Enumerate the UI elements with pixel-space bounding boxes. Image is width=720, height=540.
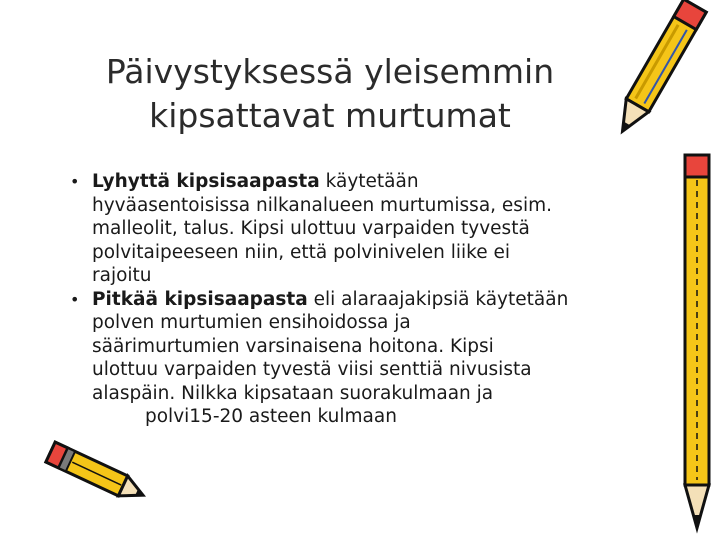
pencil-icon bbox=[675, 150, 720, 540]
bullet-line: säärimurtumien varsinaisena hoitona. Kipsi bbox=[92, 335, 494, 357]
bullet-bold-term: Pitkää kipsisaapasta bbox=[92, 288, 308, 310]
bullet-line: alaspäin. Nilkka kipsataan suorakulmaan ja bbox=[92, 382, 494, 404]
bullet-item bbox=[70, 288, 670, 429]
bullet-line bbox=[92, 288, 670, 312]
bullet-item bbox=[70, 170, 670, 288]
bullet-line: polvi15-20 asteen kulmaan bbox=[145, 406, 397, 427]
pencil-icon bbox=[35, 430, 155, 520]
slide-title bbox=[95, 50, 565, 138]
bullet-line: polvitaipeeseen niin, että polvinivelen liike ei bbox=[92, 241, 511, 263]
bullet-line: rajoitu bbox=[92, 265, 152, 286]
title-line: kipsattavat murtumat bbox=[149, 96, 511, 135]
bullet-list bbox=[70, 170, 670, 429]
bullet-bold-term: Lyhyttä kipsisaapasta bbox=[92, 171, 320, 192]
bullet-line bbox=[92, 170, 670, 194]
title-line: Päivystyksessä yleisemmin bbox=[105, 52, 555, 91]
bullet-line: polven murtumien ensihoidossa ja bbox=[92, 312, 411, 333]
bullet-text: käytetään bbox=[319, 171, 419, 192]
bullet-line: ulottuu varpaiden tyvestä viisi senttiä nivusista bbox=[92, 359, 532, 380]
bullet-text: eli alaraajakipsiä käytetään bbox=[307, 288, 569, 310]
bullet-line: hyväasentoisissa nilkanalueen murtumissa, esim. bbox=[92, 194, 552, 216]
bullet-line: malleolit, talus. Kipsi ulottuu varpaiden tyvestä bbox=[92, 218, 530, 239]
pencil-icon bbox=[590, 0, 720, 150]
